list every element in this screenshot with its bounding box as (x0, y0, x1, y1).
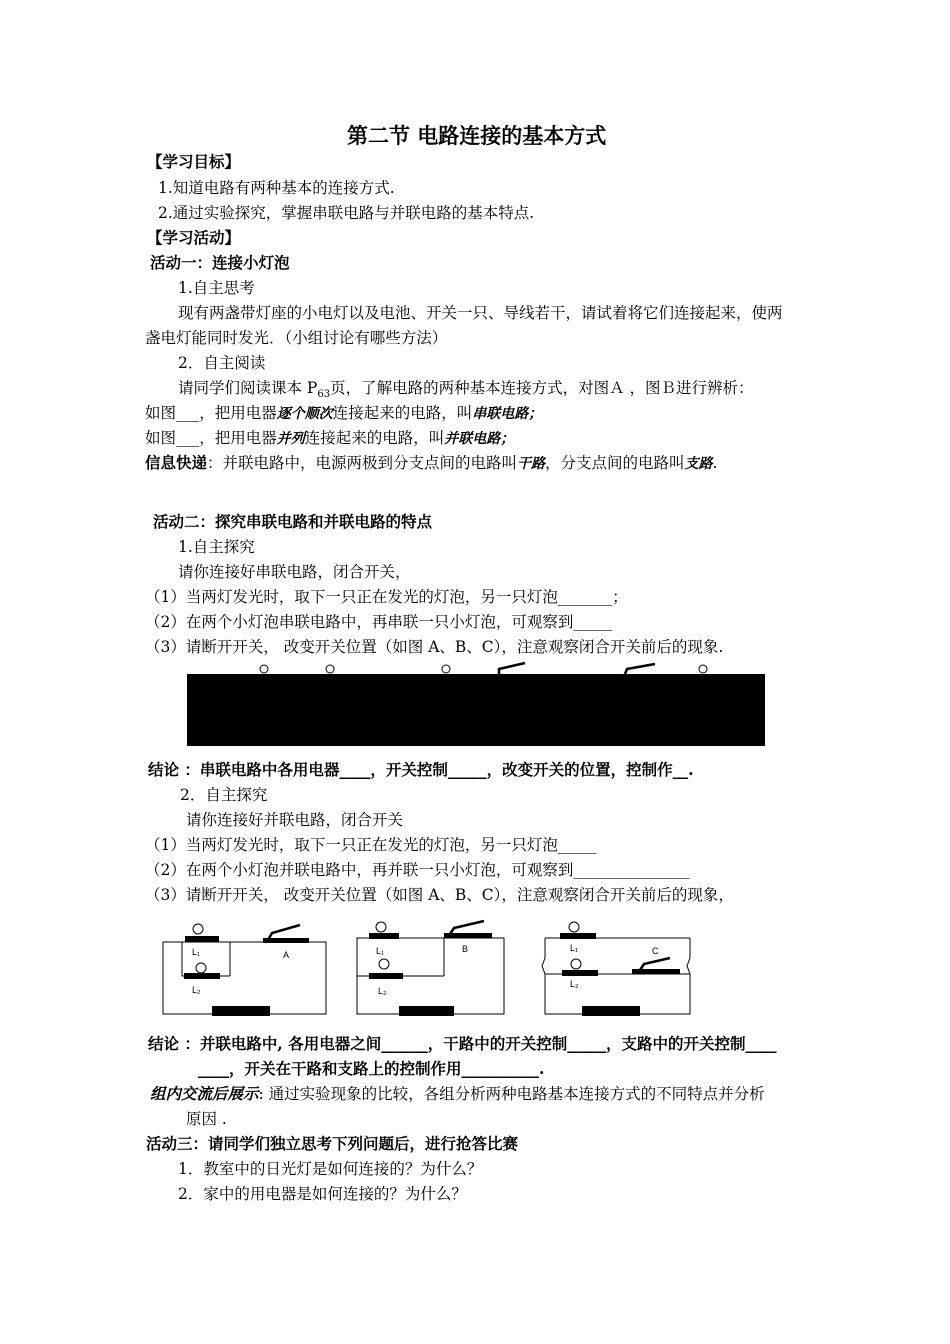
svg-text:L₁: L₁ (376, 946, 385, 956)
activity-1-title: 活动一：连接小灯泡 (150, 253, 290, 272)
info-express: 信息快递：并联电路中，电源两极到分支点间的电路叫干路，分支点间的电路叫支路. (145, 453, 718, 472)
act1-parallel-definition: 如图___，把用电器并列连接起来的电路，叫并联电路； (145, 429, 515, 447)
act2-sub2: 2．自主探究 (180, 786, 268, 804)
svg-text:L₁: L₁ (570, 943, 579, 953)
act1-para1-line1: 现有两盏带灯座的小电灯以及电池、开关一只、导线若干，请试着将它们连接起来，使两 (178, 304, 783, 322)
act3-question-1: 1．教室中的日光灯是如何连接的？为什么？ (178, 1160, 483, 1178)
act2-parallel-q1: （1）当两灯发光时，取下一只正在发光的灯泡，另一只灯泡_____ (145, 836, 597, 854)
group-exchange-line2: 原因 . (186, 1110, 227, 1128)
svg-text:L₂: L₂ (192, 985, 201, 995)
act2-parallel-intro: 请你连接好并联电路，闭合开关 (186, 811, 404, 829)
act2-parallel-q3: （3）请断开开关， 改变开关位置（如图 A、B、C），注意观察闭合开关前后的现象， (145, 886, 734, 904)
act1-para2: 请同学们阅读课本 $P_{63}$页，了解电路的两种基本连接方式，对图Ａ ，图Ｂ进行辨析： (178, 379, 754, 401)
act2-sub1: 1.自主探究 (178, 538, 255, 556)
act2-series-q1: （1）当两灯发光时，取下一只正在发光的灯泡，另一只灯泡_______； (145, 588, 628, 606)
activity-3-title: 活动三：请同学们独立思考下列问题后，进行抢答比赛 (146, 1134, 519, 1153)
parallel-conclusion-line2: ____，开关在干路和支路上的控制作用__________. (198, 1059, 545, 1078)
activity-2-title: 活动二：探究串联电路和并联电路的特点 (153, 512, 433, 531)
parallel-circuit-diagram-c (540, 918, 700, 1018)
svg-text:L₁: L₁ (192, 947, 201, 957)
act2-parallel-q2: （2）在两个小灯泡并联电路中，再并联一只小灯泡，可观察到_______________ (145, 861, 690, 879)
page-title: 第二节 电路连接的基本方式 (347, 123, 607, 148)
parallel-conclusion-line1: 结论 ：并联电路中, 各用电器之间______，干路中的开关控制_____，支路中的开关控制____ (148, 1034, 777, 1053)
parallel-circuit-diagram-b (354, 918, 509, 1018)
goal-item-2: 2.通过实验探究，掌握串联电路与并联电路的基本特点. (158, 204, 535, 222)
act1-series-definition: 如图___，把用电器逐个顺次连接起来的电路，叫串联电路； (145, 404, 543, 422)
svg-text:C: C (652, 946, 659, 956)
series-circuit-figure (187, 674, 765, 746)
goal-item-1: 1.知道电路有两种基本的连接方式. (158, 179, 395, 197)
act1-sub1: 1.自主思考 (178, 279, 255, 297)
activities-header: 【学习活动】 (147, 228, 241, 247)
svg-text:L₂: L₂ (570, 979, 579, 989)
act3-question-2: 2．家中的用电器是如何连接的？为什么？ (178, 1185, 467, 1203)
svg-text:B: B (462, 944, 469, 954)
act1-sub2: 2．自主阅读 (178, 354, 266, 372)
parallel-circuit-diagram-a (160, 920, 330, 1018)
group-exchange: 组内交流后展示: 通过实验现象的比较，各组分析两种电路基本连接方式的不同特点并分析 (150, 1084, 765, 1103)
svg-text:A: A (283, 950, 290, 960)
act2-series-q2: （2）在两个小灯泡串联电路中，再串联一只小灯泡，可观察到_____ (145, 613, 613, 631)
series-conclusion: 结论 ：串联电路中各用电器____，开关控制_____，改变开关的位置，控制作__. (148, 760, 694, 779)
act2-series-q3: （3）请断开开关， 改变开关位置（如图 A、B、C），注意观察闭合开关前后的现象. (145, 638, 724, 656)
act1-para1-line2: 盏电灯能同时发光．（小组讨论有哪些方法） (145, 329, 448, 347)
svg-text:L₂: L₂ (378, 986, 387, 996)
act2-series-intro: 请你连接好串联电路，闭合开关， (178, 563, 411, 581)
goals-header: 【学习目标】 (147, 152, 241, 171)
